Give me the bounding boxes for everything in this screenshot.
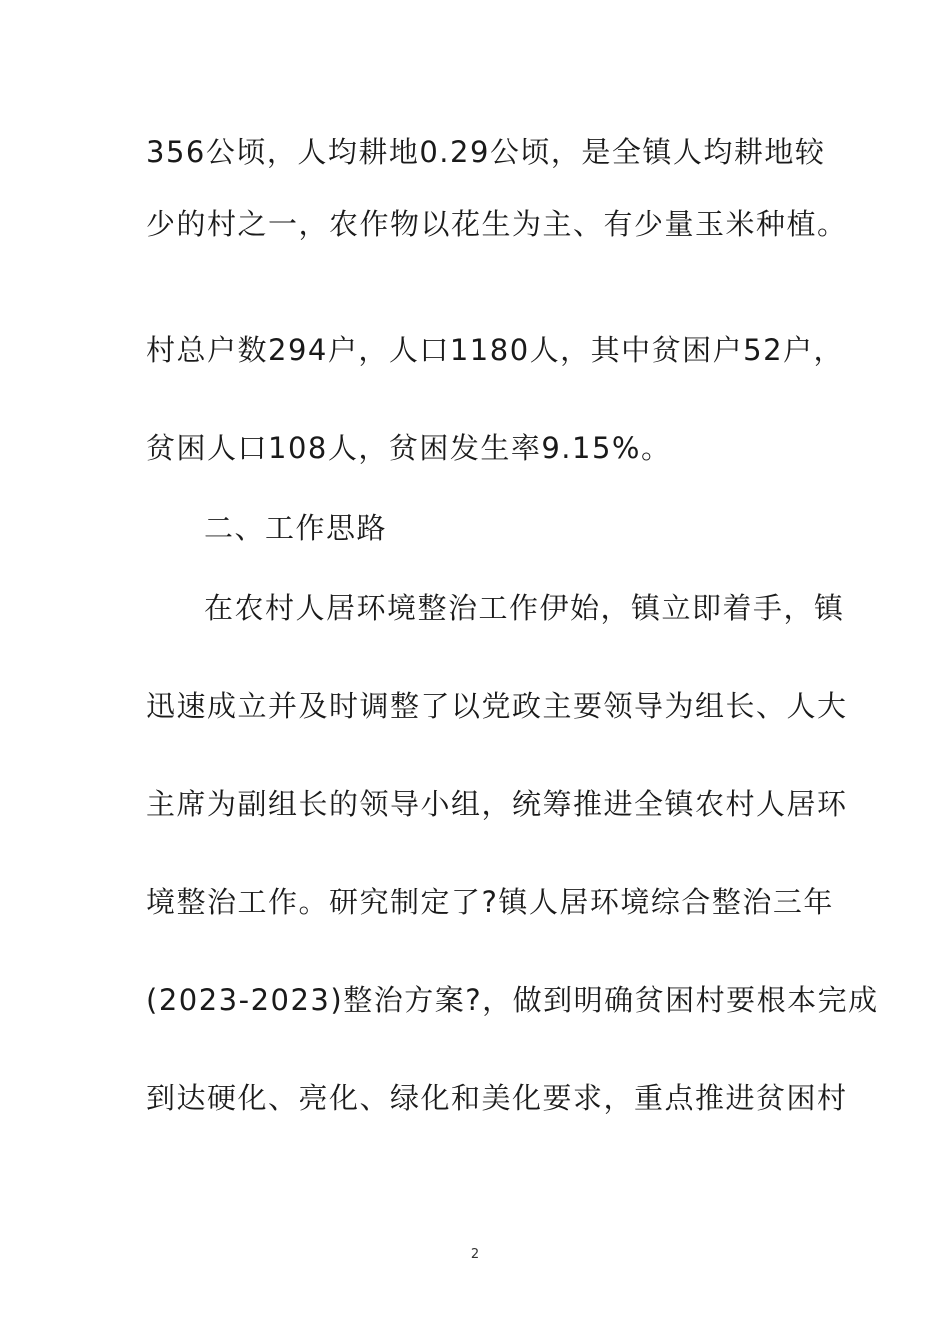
paragraph-line: 356公顷，人均耕地0.29公顷，是全镇人均耕地较 <box>146 135 826 169</box>
paragraph-line: 贫困人口108人，贫困发生率9.15%。 <box>146 431 672 465</box>
paragraph-line: (2023-2023)整治方案?，做到明确贫困村要根本完成 <box>146 983 879 1017</box>
paragraph-line: 境整治工作。研究制定了?镇人居环境综合整治三年 <box>146 885 834 919</box>
paragraph-line: 到达硬化、亮化、绿化和美化要求，重点推进贫困村 <box>146 1081 848 1115</box>
page-number: 2 <box>470 1247 480 1262</box>
paragraph-line: 迅速成立并及时调整了以党政主要领导为组长、人大 <box>146 689 848 723</box>
paragraph-line: 主席为副组长的领导小组，统筹推进全镇农村人居环 <box>146 787 848 821</box>
paragraph-line: 村总户数294户，人口1180人，其中贫困户52户， <box>146 333 845 367</box>
paragraph-line: 少的村之一，农作物以花生为主、有少量玉米种植。 <box>146 207 848 241</box>
section-heading: 二、工作思路 <box>204 511 388 545</box>
paragraph-line: 在农村人居环境整治工作伊始，镇立即着手，镇 <box>204 591 845 625</box>
